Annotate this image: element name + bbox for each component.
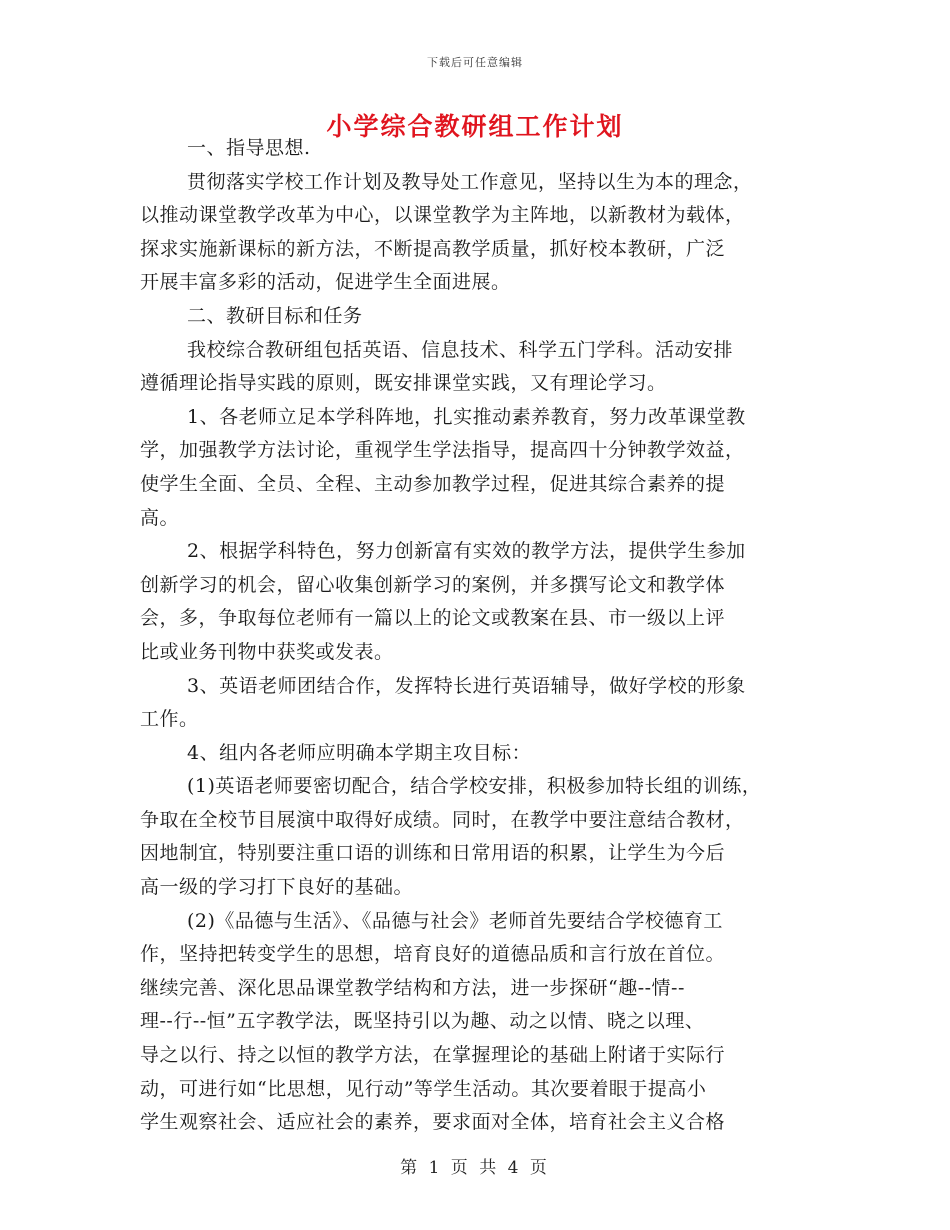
text-line: 贯彻落实学校工作计划及教导处工作意见，坚持以生为本的理念，: [187, 170, 753, 193]
text-line: 使学生全面、全员、全程、主动参加教学过程，促进其综合素养的提: [140, 472, 726, 495]
text-line: 争取在全校节目展演中取得好成绩。同时，在教学中要注意结合教材，: [140, 808, 745, 831]
text-line: 3、英语老师团结合作，发挥特长进行英语辅导，做好学校的形象: [187, 674, 746, 697]
text-line: 因地制宜，特别要注重口语的训练和日常用语的积累，让学生为今后: [140, 842, 726, 865]
document-title: 小学综合教研组工作计划: [326, 112, 624, 141]
text-line: 学，加强教学方法讨论，重视学生学法指导，提高四十分钟教学效益，: [140, 439, 745, 462]
text-line: (1)英语老师要密切配合，结合学校安排，积极参加特长组的训练，: [187, 775, 762, 798]
text-line: 4、组内各老师应明确本学期主攻目标：: [187, 741, 532, 764]
header-note: 下载后可任意编辑: [427, 56, 523, 69]
text-line: 以推动课堂教学改革为中心，以课堂教学为主阵地，以新教材为载体，: [140, 204, 745, 227]
text-line: 二、教研目标和任务: [187, 304, 363, 327]
text-line: (2)《品德与生活》、《品德与社会》老师首先要结合学校德育工: [187, 909, 723, 932]
text-line: 导之以行、持之以恒的教学方法，在掌握理论的基础上附诸于实际行: [140, 1044, 726, 1067]
text-line: 创新学习的机会，留心收集创新学习的案例，并多撰写论文和教学体: [140, 573, 726, 596]
text-line: 比或业务刊物中获奖或发表。: [140, 640, 394, 663]
text-line: 继续完善、深化思品课堂教学结构和方法，进一步探研“趣--情--: [140, 976, 685, 999]
page-footer: 第 1 页 共 4 页: [400, 1158, 550, 1178]
text-line: 一、指导思想.: [187, 137, 311, 159]
text-line: 动，可进行如“比思想，见行动”等学生活动。其次要着眼于提高小: [140, 1077, 707, 1100]
text-line: 理--行--恒”五字教学法，既坚持引以为趣、动之以情、晓之以理、: [140, 1010, 705, 1033]
text-line: 工作。: [140, 708, 199, 731]
text-line: 遵循理论指导实践的原则，既安排课堂实践，又有理论学习。: [140, 372, 667, 395]
text-line: 会，多，争取每位老师有一篇以上的论文或教案在县、市一级以上评: [140, 607, 726, 630]
text-line: 开展丰富多彩的活动，促进学生全面进展。: [140, 271, 511, 294]
document-body: [140, 132, 830, 1140]
text-line: 1、各老师立足本学科阵地，扎实推动素养教育，努力改革课堂教: [187, 405, 746, 428]
text-line: 2、根据学科特色，努力创新富有实效的教学方法，提供学生参加: [187, 540, 746, 563]
text-line: 作，坚持把转变学生的思想，培育良好的道德品质和言行放在首位。: [140, 943, 726, 966]
text-line: 我校综合教研组包括英语、信息技术、科学五门学科。活动安排: [187, 338, 734, 361]
text-line: 探求实施新课标的新方法，不断提高教学质量，抓好校本教研，广泛: [140, 237, 726, 260]
text-line: 学生观察社会、适应社会的素养，要求面对全体，培育社会主义合格: [140, 1111, 726, 1134]
text-line: 高一级的学习打下良好的基础。: [140, 876, 414, 899]
text-line: 高。: [140, 506, 180, 529]
